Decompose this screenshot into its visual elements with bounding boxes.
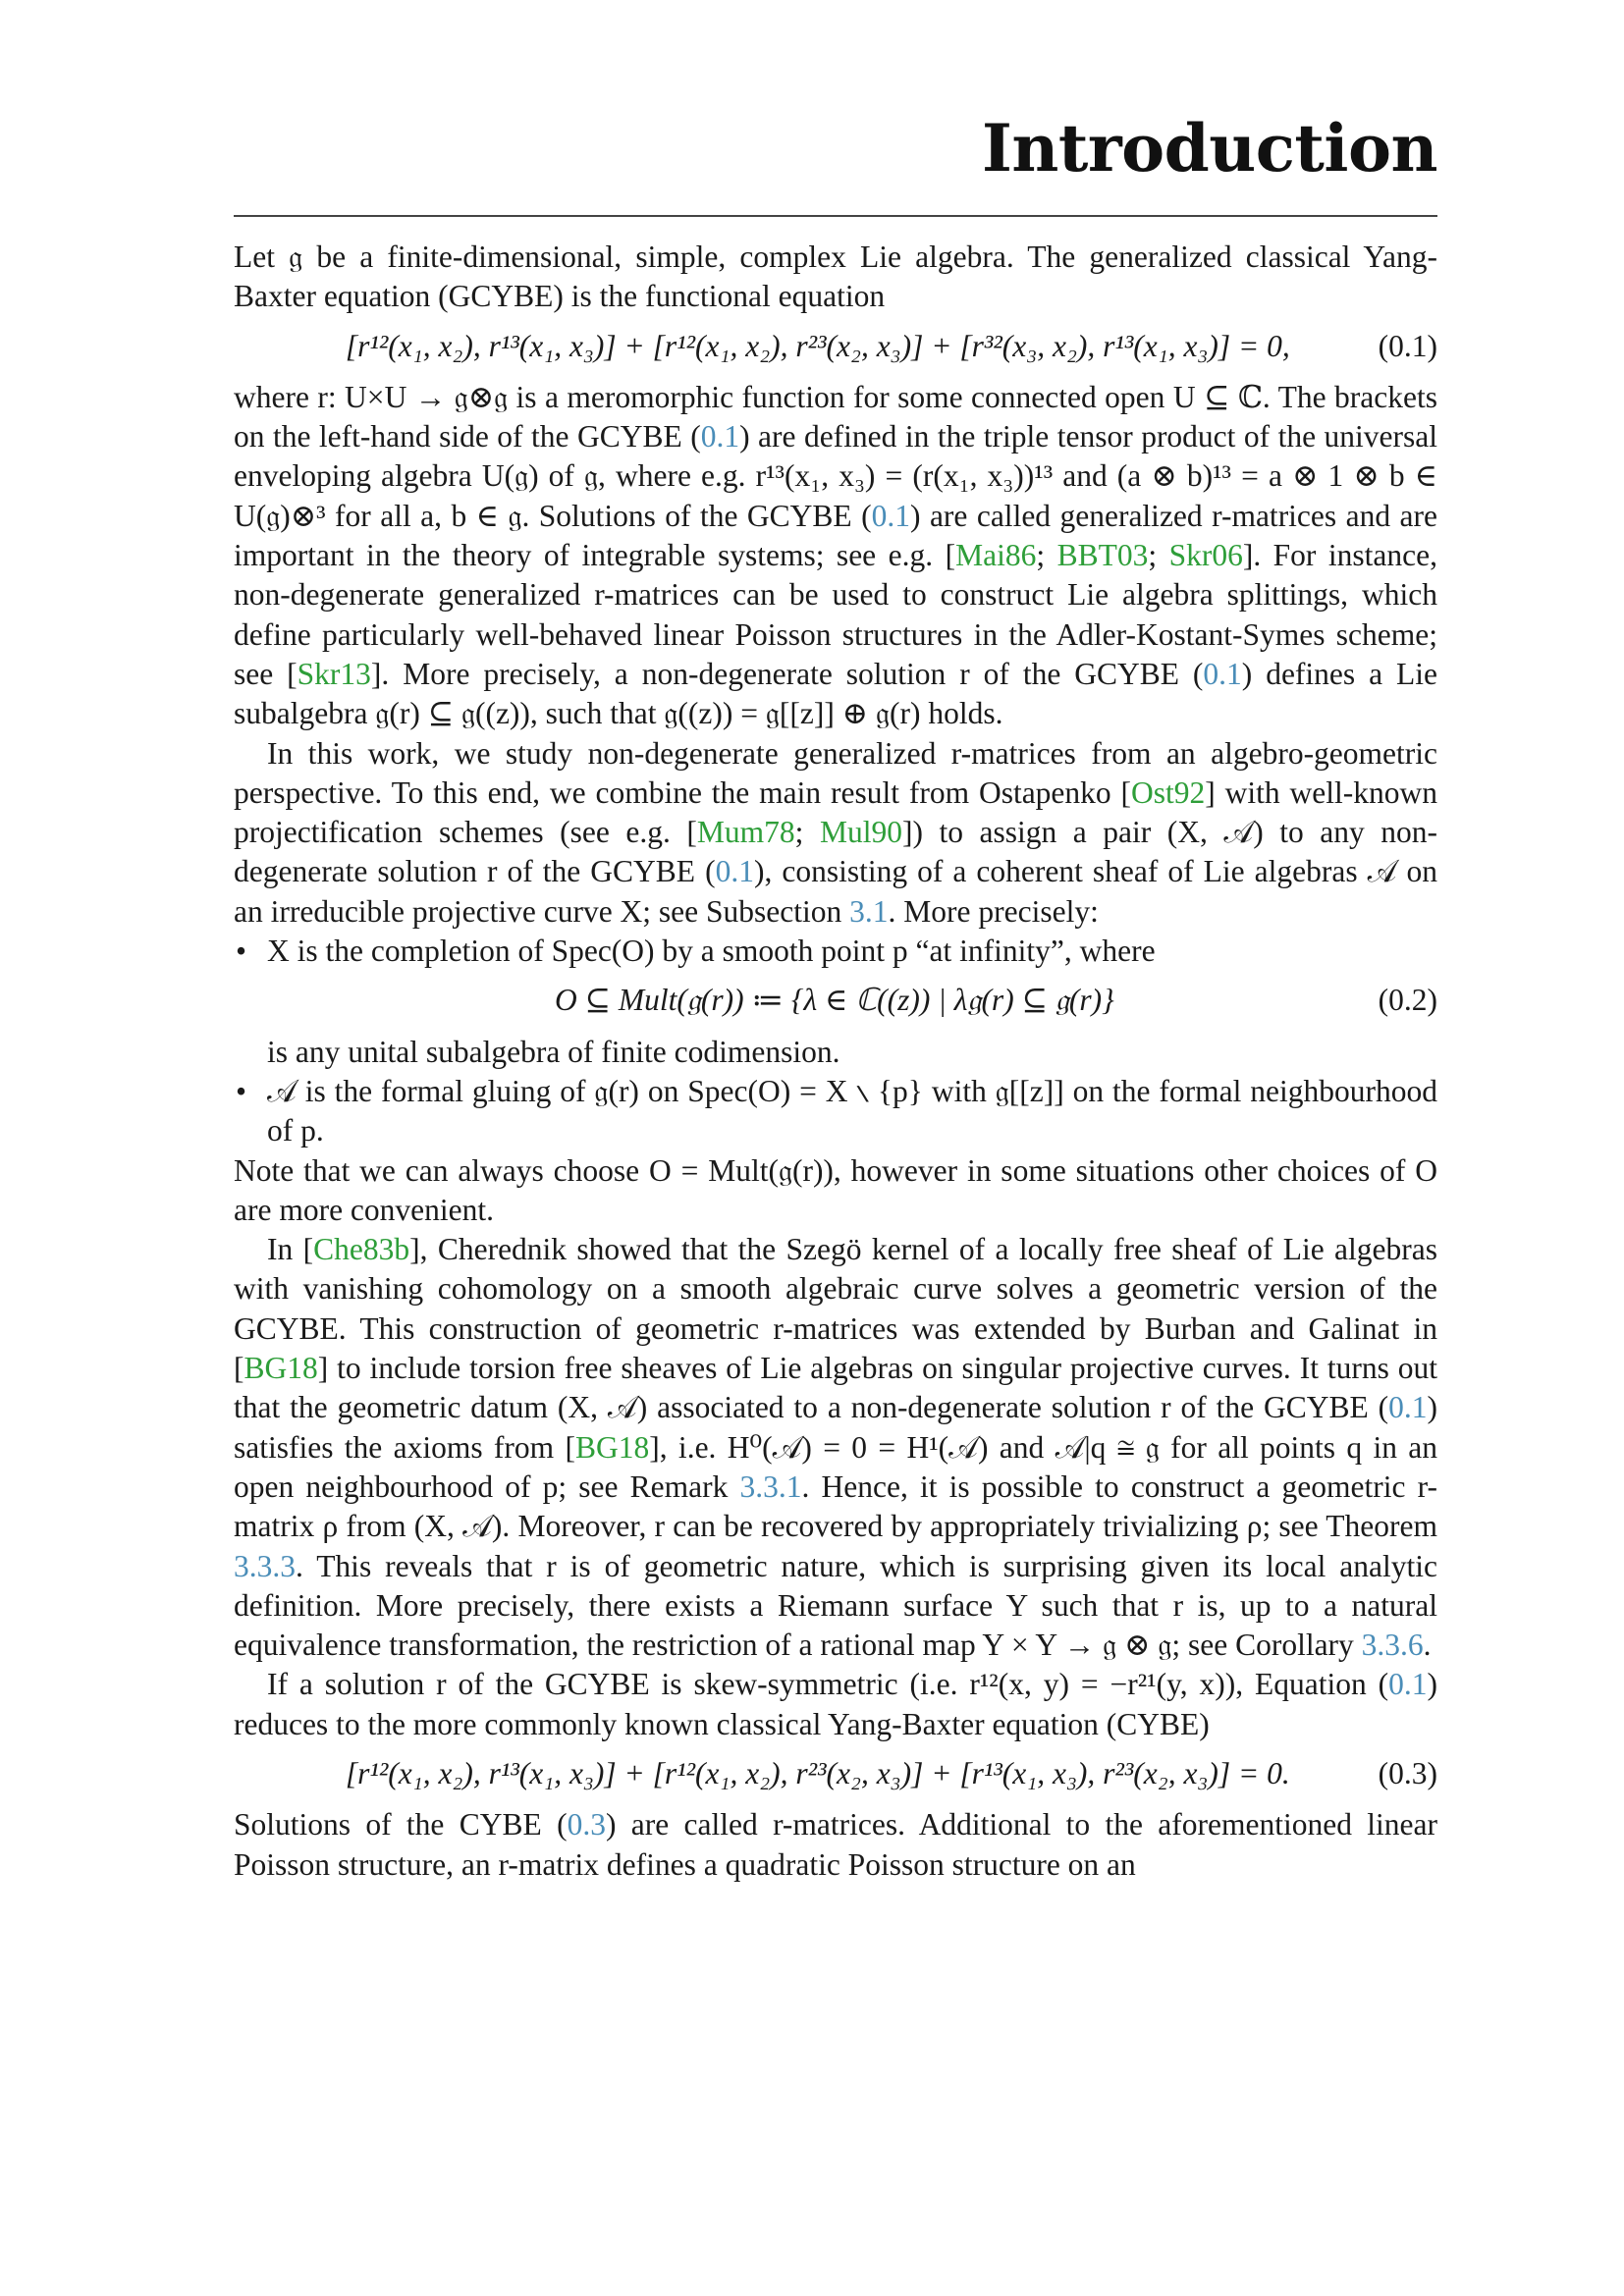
- equation-0-2: [267, 981, 1437, 1020]
- bullet-dot-icon: •: [236, 1073, 247, 1108]
- paragraph-6: If a solution r of the GCYBE is skew-symmetric (i.e. r¹²(x, y) = −r²¹(y, x)), Equation (0.1) reduces to the more commonly known classical Yang-Baxter equation (CYBE): [234, 1667, 1437, 1741]
- cite-skr13[interactable]: Skr13: [297, 656, 371, 691]
- cite-skr06[interactable]: Skr06: [1168, 538, 1243, 573]
- ref-eq-0-1[interactable]: 0.1: [700, 419, 740, 454]
- paragraph-3: In this work, we study non-degenerate generalized r-matrices from an algebro-geometric perspective. To this end, we combine the main result from Ostapenko [Ost92] with well-known projectification schemes (see e.g. [Mum78; Mul90]) to assign a pair (X, 𝒜) to any non-degenerate solution r of the GCYBE (0.1), consisting of a coherent sheaf of Lie algebras 𝒜 on an irreducible projective curve X; see Subsection 3.1. More precisely:: [234, 735, 1437, 929]
- cite-ost92[interactable]: Ost92: [1131, 774, 1206, 810]
- body-text: [234, 238, 1437, 1885]
- ref-eq-0-1[interactable]: 0.1: [871, 498, 910, 533]
- equation-0-2-expr: O ⊆ Mult(𝔤(r)) ≔ {λ ∈ ℂ((z)) | λ𝔤(r) ⊆ 𝔤(r)}: [554, 983, 1114, 1018]
- equation-0-3-expr: [r¹²(x₁, x₂), r¹³(x₁, x₃)] + [r¹²(x₁, x₂), r²³(x₂, x₃)] + [r¹³(x₁, x₃), r²³(x₂, x₃)] = 0.: [345, 1755, 1290, 1790]
- ref-eq-0-3[interactable]: 0.3: [567, 1807, 606, 1842]
- ref-subsection-3-1[interactable]: 3.1: [849, 893, 889, 929]
- cite-mum78[interactable]: Mum78: [696, 815, 795, 850]
- bullet-item-2: • 𝒜 is the formal gluing of 𝔤(r) on Spec(O) = X ∖ {p} with 𝔤[[z]] on the formal neighbourhood of p.: [236, 1073, 1437, 1148]
- paragraph-1: Let 𝔤 be a finite-dimensional, simple, complex Lie algebra. The generalized classical Yang-Baxter equation (GCYBE) is the functional equation: [234, 240, 1437, 314]
- paragraph-5: In [Che83b], Cherednik showed that the Szegö kernel of a locally free sheaf of Lie algebras with vanishing cohomology on a smooth algebraic curve solves a geometric version of the GCYBE. This construction of geometric r-matrices was extended by Burban and Galinat in [BG18] to include torsion free sheaves of Lie algebras on singular projective curves. It turns out that the geometric datum (X, 𝒜) associated to a non-degenerate solution r of the GCYBE (0.1) satisfies the axioms from [BG18], i.e. H⁰(𝒜) = 0 = H¹(𝒜) and 𝒜|q ≅ 𝔤 for all points q in an open neighbourhood of p; see Remark 3.3.1. Hence, it is possible to construct a geometric r-matrix ρ from (X, 𝒜). Moreover, r can be recovered by appropriately trivializing ρ; see Theorem 3.3.3. This reveals that r is of geometric nature, which is surprising given its local analytic definition. More precisely, there exists a Riemann surface Y such that r is, up to a natural equivalence transformation, the restriction of a rational map Y × Y → 𝔤 ⊗ 𝔤; see Corollary 3.3.6.: [234, 1232, 1438, 1663]
- chapter-title: Introduction: [981, 110, 1437, 187]
- ref-eq-0-1[interactable]: 0.1: [715, 854, 754, 889]
- paragraph-4: Note that we can always choose O = Mult(𝔤(r)), however in some situations other choices of O are more convenient.: [234, 1152, 1437, 1227]
- cite-che83b[interactable]: Che83b: [313, 1232, 410, 1267]
- ref-eq-0-1[interactable]: 0.1: [1388, 1390, 1428, 1425]
- bullet-item-1: • X is the completion of Spec(O) by a smooth point p “at infinity”, where O ⊆ Mult(𝔤(r)) ≔ {λ ∈ ℂ((z)) | λ𝔤(r) ⊆ 𝔤(r)} (0.2) is any unital subalgebra of finite codimension.: [236, 934, 1437, 1069]
- ref-corollary-3-3-6[interactable]: 3.3.6: [1361, 1628, 1424, 1663]
- equation-0-1-expr: [r¹²(x₁, x₂), r¹³(x₁, x₃)] + [r¹²(x₁, x₂), r²³(x₂, x₃)] + [r³²(x₃, x₂), r¹³(x₁, x₃)] = 0,: [345, 328, 1290, 363]
- cite-mai86[interactable]: Mai86: [955, 538, 1037, 573]
- cite-bg18[interactable]: BG18: [244, 1351, 318, 1386]
- bullet-list: [234, 932, 1437, 1150]
- ref-remark-3-3-1[interactable]: 3.3.1: [739, 1468, 802, 1504]
- paragraph-2: where r: U×U → 𝔤⊗𝔤 is a meromorphic function for some connected open U ⊆ ℂ. The brackets on the left-hand side of the GCYBE (0.1) are defined in the triple tensor product of the universal enveloping algebra U(𝔤) of 𝔤, where e.g. r¹³(x₁, x₃) = (r(x₁, x₃))¹³ and (a ⊗ b)¹³ = a ⊗ 1 ⊗ b ∈ U(𝔤)⊗³ for all a, b ∈ 𝔤. Solutions of the GCYBE (0.1) are called generalized r-matrices and are important in the theory of integrable systems; see e.g. [Mai86; BBT03; Skr06]. For instance, non-degenerate generalized r-matrices can be used to construct Lie algebra splittings, which define particularly well-behaved linear Poisson structures in the Adler-Kostant-Symes scheme; see [Skr13]. More precisely, a non-degenerate solution r of the GCYBE (0.1) defines a Lie subalgebra 𝔤(r) ⊆ 𝔤((z)), such that 𝔤((z)) = 𝔤[[z]] ⊕ 𝔤(r) holds.: [234, 379, 1438, 731]
- equation-0-2-number: (0.2): [1378, 983, 1437, 1018]
- cite-mul90[interactable]: Mul90: [819, 815, 902, 850]
- cite-bbt03[interactable]: BBT03: [1056, 538, 1149, 573]
- paragraph-7: Solutions of the CYBE (0.3) are called r-matrices. Additional to the aforementioned linear Poisson structure, an r-matrix defines a quadratic Poisson structure on an: [234, 1807, 1437, 1882]
- ref-eq-0-1[interactable]: 0.1: [1388, 1667, 1428, 1702]
- ref-theorem-3-3-3[interactable]: 3.3.3: [234, 1548, 296, 1583]
- equation-0-3: [234, 1754, 1437, 1793]
- bullet-dot-icon: •: [236, 934, 247, 969]
- equation-0-3-number: (0.3): [1378, 1755, 1437, 1790]
- cite-bg18[interactable]: BG18: [574, 1429, 650, 1465]
- equation-0-1-number: (0.1): [1378, 328, 1437, 363]
- ref-eq-0-1[interactable]: 0.1: [1203, 656, 1242, 691]
- equation-0-1: [234, 327, 1437, 366]
- title-rule: [234, 215, 1437, 217]
